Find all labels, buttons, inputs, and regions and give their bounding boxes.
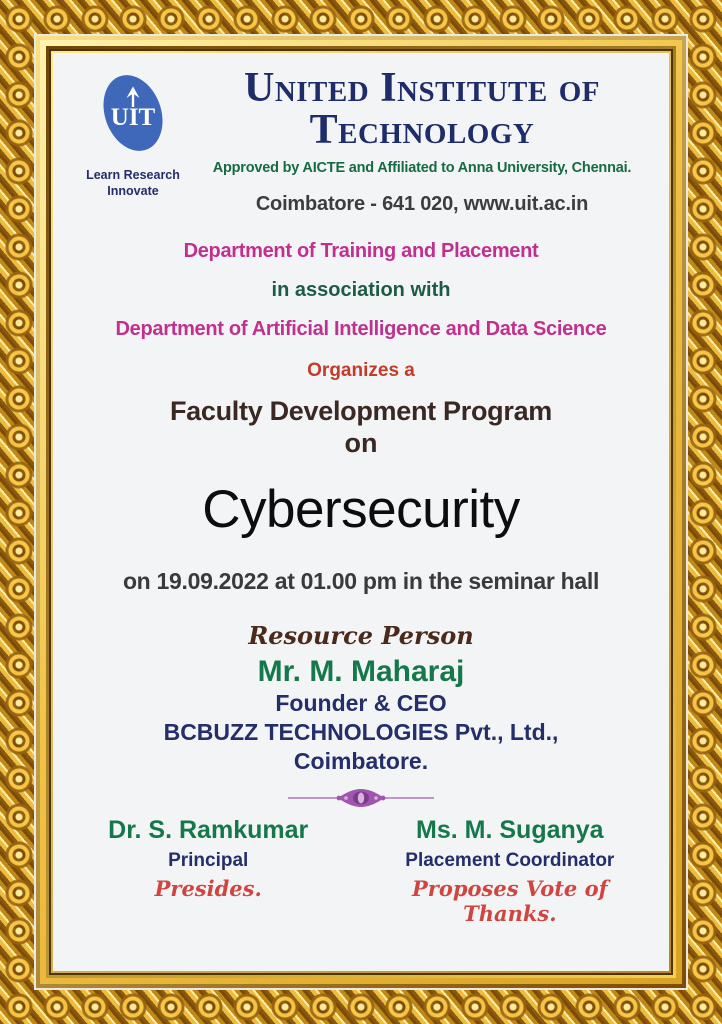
frame-molding-inner (46, 46, 676, 978)
frame-dark-line (49, 49, 673, 975)
logo-tagline-line2: Innovate (107, 183, 159, 198)
resource-person-designation: Founder & CEO (275, 690, 447, 716)
logo-tagline (77, 168, 189, 199)
dignitary-right-action: Proposes Vote of Thanks. (411, 876, 608, 927)
program-type-line1: Faculty Development Program (169, 396, 552, 426)
resource-person-heading: Resource Person (248, 621, 474, 650)
frame-pale-line (34, 34, 688, 990)
divider-flourish-icon (286, 787, 436, 809)
address-line: Coimbatore - 641 020, www.uit.ac.in (255, 193, 589, 215)
ornamental-divider (53, 787, 669, 814)
approval-line: Approved by AICTE and Affiliated to Anna University, Chennai. (212, 160, 632, 176)
logo-monogram: UIT (110, 104, 156, 131)
institute-header (53, 53, 669, 216)
dignitary-left-name: Dr. S. Ramkumar (108, 816, 309, 845)
resource-person-company: BCBUZZ TECHNOLOGIES Pvt., Ltd., (163, 718, 559, 745)
institute-title-block (189, 65, 655, 216)
program-title: Cybersecurity (202, 480, 520, 539)
institute-name-line1: United Institute of (244, 65, 600, 111)
resource-person-name: Mr. M. Maharaj (257, 655, 465, 688)
organizing-department-2: Department of Artificial Intelligence and Data Science (115, 318, 607, 340)
dignitary-right (371, 816, 649, 926)
dignitary-left-role: Principal (168, 850, 249, 872)
organizes-line: Organizes a (307, 360, 415, 381)
institute-name-line2: Technology (309, 107, 535, 153)
program-type-line2: on (344, 428, 378, 458)
logo-tagline-line1: Learn Research (86, 168, 180, 182)
dignitaries-footer (53, 814, 669, 926)
resource-person-location: Coimbatore. (293, 747, 429, 774)
dignitary-left-action: Presides. (154, 876, 262, 902)
schedule-line: on 19.09.2022 at 01.00 pm in the seminar hall (122, 568, 600, 594)
dignitary-right-role: Placement Coordinator (405, 850, 615, 872)
dignitary-right-name: Ms. M. Suganya (416, 816, 604, 845)
institute-name (189, 67, 655, 151)
institute-logo-block (77, 65, 189, 199)
frame-gold-line (51, 51, 671, 973)
organizing-department-1: Department of Training and Placement (183, 240, 539, 262)
dignitary-left (69, 816, 347, 926)
poster-content (53, 53, 669, 971)
frame-molding-outer (36, 36, 686, 988)
frame-molding (40, 40, 682, 984)
uit-logo-icon (92, 67, 174, 161)
association-line: in association with (271, 279, 451, 301)
